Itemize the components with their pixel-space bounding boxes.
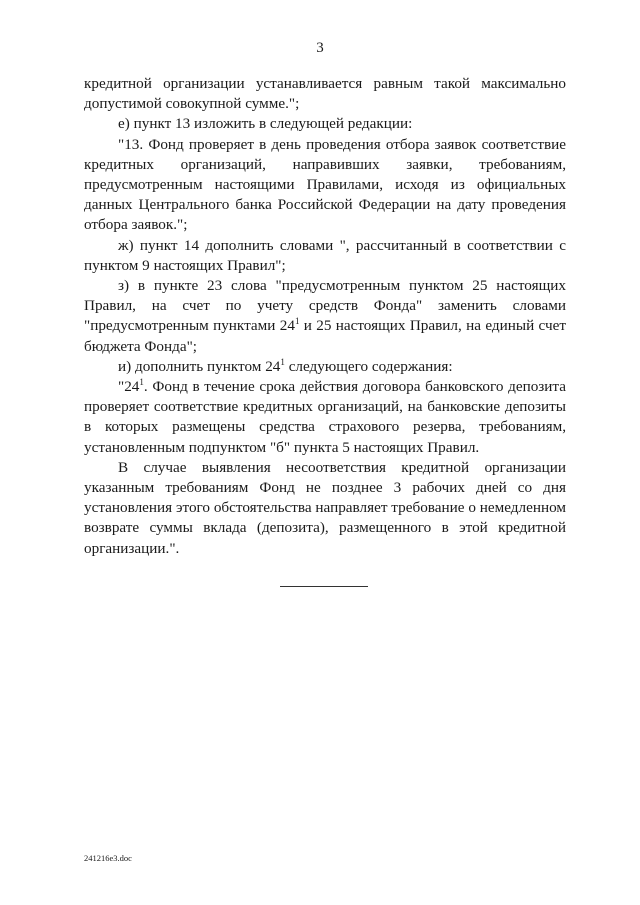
superscript-1: 1	[294, 316, 300, 327]
page-number: 3	[316, 40, 324, 56]
paragraph-item-z	[84, 276, 566, 357]
paragraph-point-13: "13. Фонд проверяет в день проведения отбора заявок соответствие кредитных организаций, направивших заявки, требованиям, предусмотренным настоящими Правилами, исходя из официальных данных Центрального банка Российской Федерации на дату проведения отбора заявок.";	[84, 135, 566, 234]
paragraph-item-z-text-2: и 25 настоящих Правил, на единый счет бюджета Фонда";	[84, 317, 566, 355]
end-separator-line	[280, 586, 368, 587]
paragraph-item-i-text-1: и) дополнить пунктом 24	[118, 357, 281, 375]
paragraph-item-z-text-1: з) в пункте 23 слова "предусмотренным пунктом 25 настоящих Правил, на счет по учету средств Фонда" заменить словами "предусмотренным пунктами 24	[84, 277, 566, 335]
paragraph-point-24-1-text-2: . Фонд в течение срока действия договора банковского депозита проверяет соответствие кредитных организаций, на банковские депозиты в которых размещены средства страхового резерва, требованиям, установленным подпунктом "б" пункта 5 настоящих Правил.	[84, 378, 566, 456]
paragraph-noncompliance: В случае выявления несоответствия кредитной организации указанным требованиям Фонд не позднее 3 рабочих дней со дня установления этого обстоятельства направляет требование о немедленном возврате суммы вклада (депозита), размещенного в этой кредитной организации.".	[84, 458, 566, 557]
paragraph-item-i	[84, 357, 566, 377]
paragraph-item-e: е) пункт 13 изложить в следующей редакции:	[118, 115, 413, 133]
paragraph-point-24-1	[84, 377, 566, 458]
paragraph-point-24-1-text-1: "24	[118, 378, 140, 396]
document-body	[84, 74, 566, 559]
paragraph-item-i-text-2: следующего содержания:	[284, 357, 453, 375]
document-file-code: 241216e3.doc	[84, 853, 132, 863]
superscript-1: 1	[280, 356, 285, 367]
paragraph-item-zh: ж) пункт 14 дополнить словами ", рассчитанный в соответствии с пунктом 9 настоящих Правил";	[84, 236, 566, 274]
paragraph-intro-continuation: кредитной организации устанавливается равным такой максимально допустимой совокупной сумме.";	[84, 75, 566, 113]
superscript-1: 1	[139, 376, 144, 387]
